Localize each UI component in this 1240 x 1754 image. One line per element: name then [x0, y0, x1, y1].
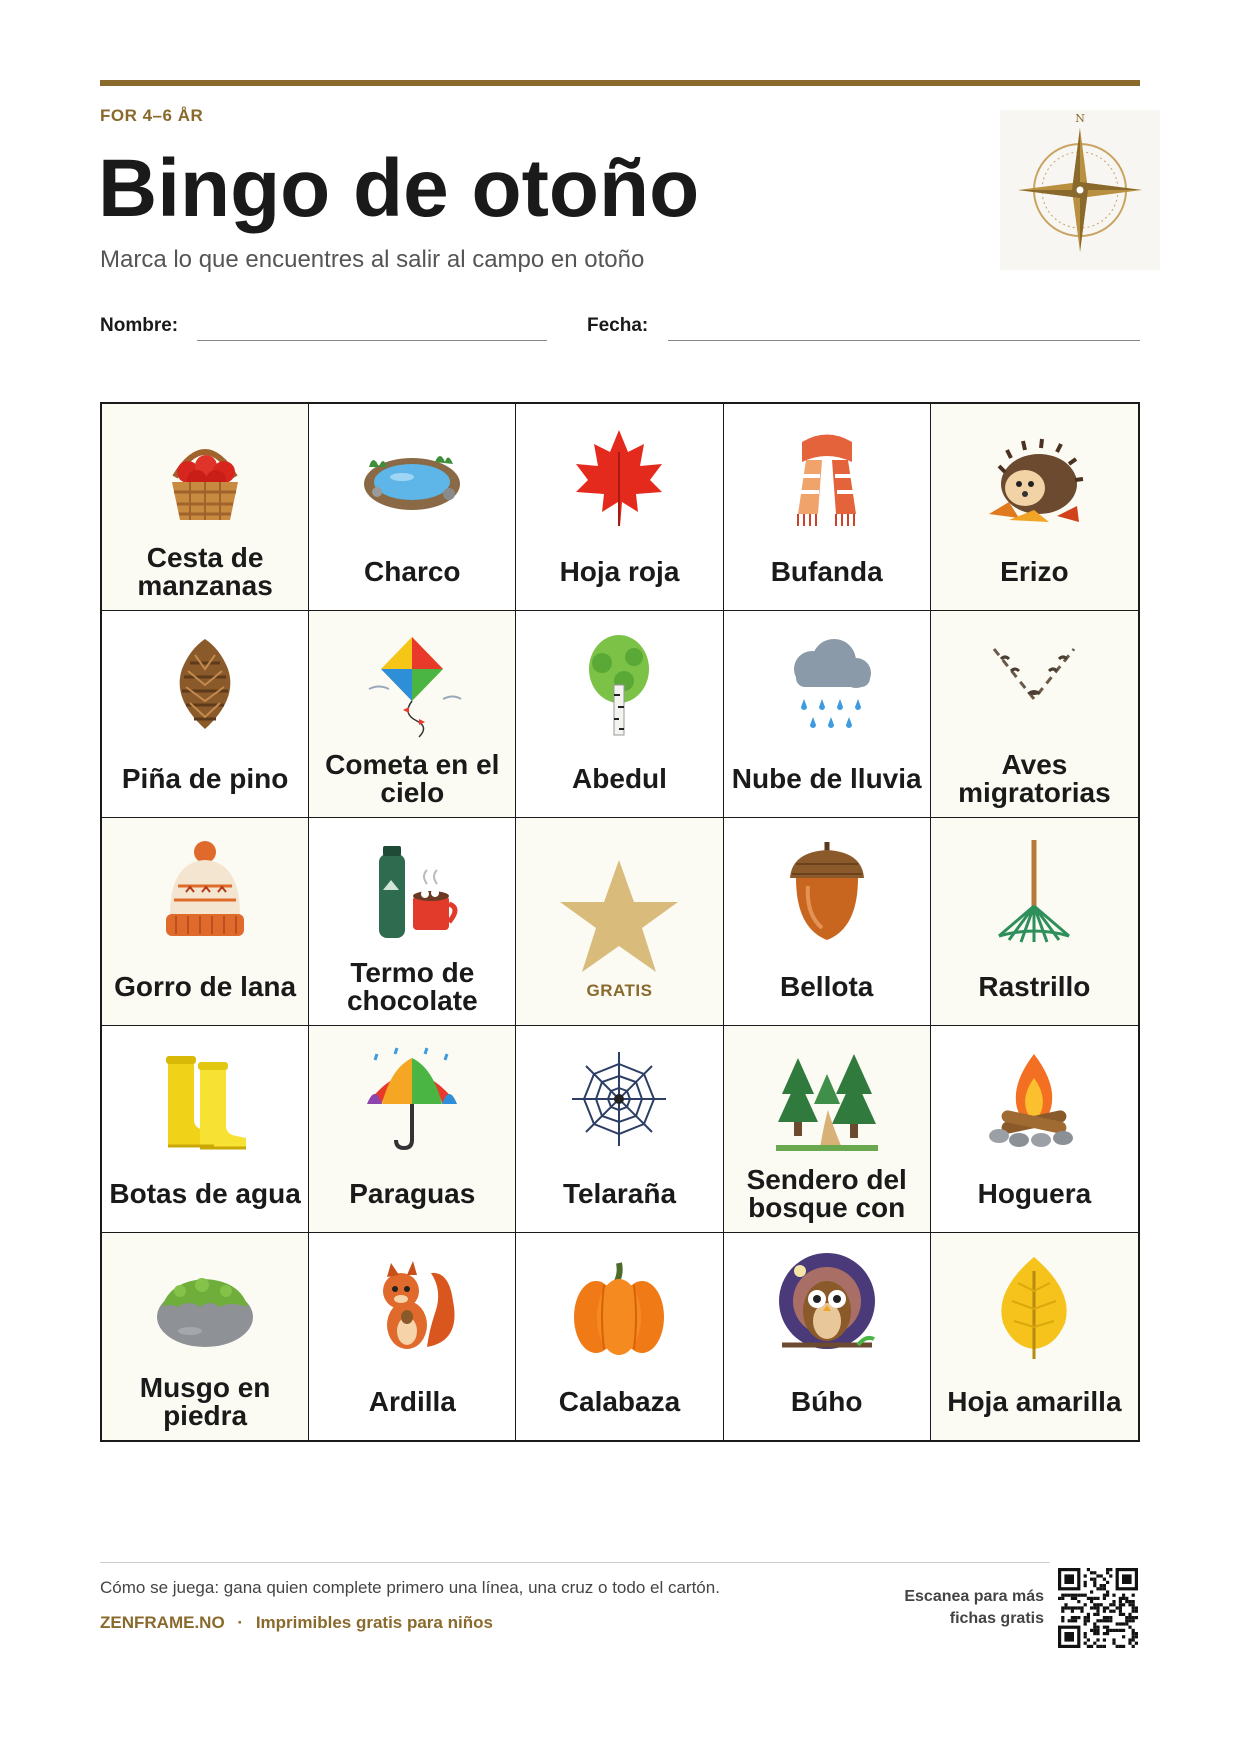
- bingo-cell-label: Aves migratorias: [958, 749, 1111, 809]
- bingo-cell[interactable]: [102, 1026, 309, 1233]
- how-to-play: Cómo se juega: gana quien complete primero una línea, una cruz o todo el cartón.: [100, 1578, 720, 1597]
- bingo-cell[interactable]: [724, 404, 931, 611]
- bingo-cell-label: Hoja roja: [559, 556, 680, 588]
- rain-cloud-icon: [772, 629, 882, 739]
- bingo-cell-label: Cometa en el cielo: [325, 749, 500, 809]
- bingo-cell[interactable]: [102, 1233, 309, 1440]
- pine-cone-icon: [150, 629, 260, 739]
- bingo-cell-label: Abedul: [572, 763, 667, 795]
- yellow-leaf-icon: [979, 1251, 1089, 1361]
- bingo-cell-label: Gorro de lana: [114, 970, 297, 1002]
- bingo-cell-label: Cesta de manzanas: [137, 542, 273, 602]
- scan-line-1: Escanea para más: [904, 1588, 1044, 1605]
- bingo-cell[interactable]: [931, 611, 1138, 818]
- brand-separator: ·: [237, 1613, 244, 1632]
- bingo-cell-label: Bellota: [780, 970, 874, 1002]
- umbrella-icon: [357, 1044, 467, 1154]
- bingo-cell[interactable]: [724, 1026, 931, 1233]
- date-field[interactable]: [668, 340, 1140, 341]
- page-title: Bingo de otoño: [98, 143, 700, 234]
- birch-tree-icon: [564, 629, 674, 739]
- puddle-icon: [357, 422, 467, 532]
- bingo-cell[interactable]: [516, 1026, 723, 1233]
- apple-basket-icon: [150, 422, 260, 532]
- bingo-cell-label: Paraguas: [349, 1177, 476, 1209]
- bingo-cell-label: Charco: [364, 556, 461, 588]
- bingo-cell-label: Sendero del bosque con: [746, 1163, 907, 1223]
- bingo-cell-label: GRATIS: [586, 981, 653, 1001]
- brand-line: [100, 1613, 493, 1633]
- red-maple-leaf-icon: [564, 422, 674, 532]
- bingo-cell-label: Hoja amarilla: [947, 1385, 1122, 1417]
- star-icon: [554, 854, 684, 984]
- brand-tagline: Imprimibles gratis para niños: [255, 1613, 493, 1632]
- scarf-icon: [772, 422, 882, 532]
- bingo-card: [100, 402, 1140, 1442]
- bingo-cell-label: Calabaza: [558, 1385, 681, 1417]
- migrating-birds-icon: [979, 629, 1089, 739]
- bingo-cell[interactable]: [931, 1233, 1138, 1440]
- compass-rose-icon: [1000, 110, 1160, 270]
- footer-divider: [100, 1562, 1050, 1563]
- bingo-cell-label: Telaraña: [562, 1177, 677, 1209]
- rake-icon: [979, 836, 1089, 946]
- bingo-cell[interactable]: [931, 1026, 1138, 1233]
- scan-line-2: fichas gratis: [949, 1609, 1044, 1627]
- bingo-cell-label: Termo de chocolate: [346, 956, 478, 1016]
- mossy-stone-icon: [150, 1251, 260, 1361]
- bingo-cell-label: Rastrillo: [978, 970, 1091, 1002]
- bingo-cell[interactable]: [309, 1233, 516, 1440]
- bingo-cell[interactable]: [516, 404, 723, 611]
- bingo-cell[interactable]: [724, 1233, 931, 1440]
- bingo-cell[interactable]: [309, 818, 516, 1025]
- bingo-cell-label: Musgo en piedra: [139, 1371, 271, 1431]
- bingo-cell[interactable]: [724, 611, 931, 818]
- bingo-cell[interactable]: [102, 404, 309, 611]
- campfire-icon: [979, 1044, 1089, 1154]
- bingo-cell[interactable]: [516, 1233, 723, 1440]
- spider-web-icon: [564, 1044, 674, 1154]
- wool-hat-icon: [150, 836, 260, 946]
- age-label: FOR 4–6 ÅR: [100, 106, 204, 125]
- date-label: Fecha:: [587, 315, 649, 336]
- kite-icon: [357, 629, 467, 739]
- acorn-icon: [772, 836, 882, 946]
- bingo-cell-label: Piña de pino: [121, 763, 289, 795]
- squirrel-icon: [357, 1251, 467, 1361]
- forest-path-icon: [772, 1044, 882, 1154]
- hedgehog-icon: [979, 422, 1089, 532]
- bingo-cell-label: Erizo: [1000, 556, 1069, 588]
- bingo-cell-label: Hoguera: [977, 1177, 1092, 1209]
- name-label: Nombre:: [100, 315, 179, 336]
- qr-code-icon[interactable]: [1058, 1568, 1138, 1648]
- bingo-cell[interactable]: [309, 1026, 516, 1233]
- bingo-cell-free[interactable]: [516, 818, 723, 1025]
- bingo-cell-label: Ardilla: [368, 1385, 456, 1417]
- compass-north-label: N: [1075, 112, 1085, 125]
- top-rule: [100, 80, 1140, 86]
- bingo-cell-label: Botas de agua: [109, 1177, 301, 1209]
- bingo-cell-label: Bufanda: [770, 556, 883, 588]
- bingo-cell[interactable]: [724, 818, 931, 1025]
- bingo-cell-label: Nube de lluvia: [731, 763, 922, 795]
- bingo-cell-label: Búho: [790, 1385, 863, 1417]
- bingo-cell[interactable]: [309, 611, 516, 818]
- owl-icon: [772, 1251, 882, 1361]
- rain-boots-icon: [150, 1044, 260, 1154]
- bingo-cell[interactable]: [102, 611, 309, 818]
- bingo-cell[interactable]: [516, 611, 723, 818]
- name-field[interactable]: [197, 340, 547, 341]
- page-subtitle: Marca lo que encuentres al salir al campo en otoño: [100, 246, 645, 273]
- brand-name[interactable]: ZENFRAME.NO: [100, 1613, 225, 1632]
- scan-caption: [844, 1586, 1044, 1629]
- pumpkin-icon: [564, 1251, 674, 1361]
- bingo-cell[interactable]: [931, 404, 1138, 611]
- bingo-cell[interactable]: [102, 818, 309, 1025]
- bingo-cell[interactable]: [931, 818, 1138, 1025]
- bingo-cell[interactable]: [309, 404, 516, 611]
- thermos-cocoa-icon: [357, 836, 467, 946]
